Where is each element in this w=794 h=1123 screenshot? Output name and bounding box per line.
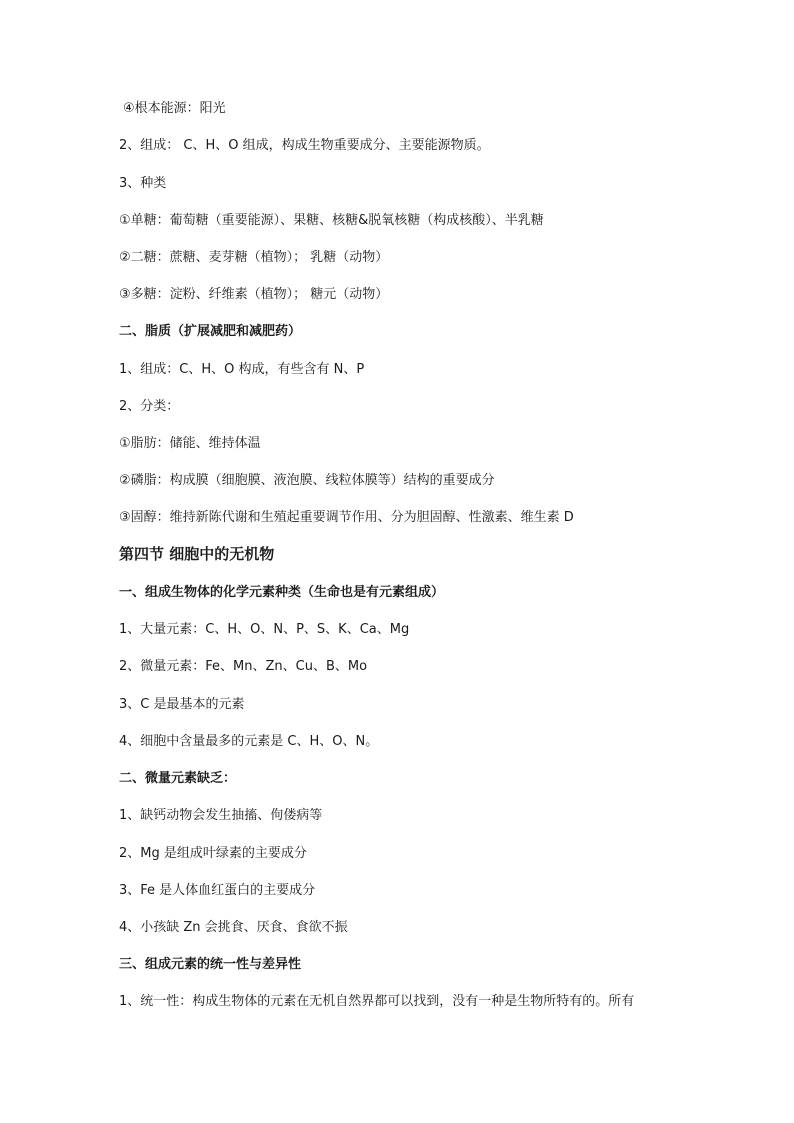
text-line: ③固醇：维持新陈代谢和生殖起重要调节作用、分为胆固醇、性激素、维生素 D bbox=[119, 510, 574, 525]
text-line: ②磷脂：构成膜（细胞膜、液泡膜、线粒体膜等）结构的重要成分 bbox=[119, 473, 495, 488]
text-line: ③多糖：淀粉、纤维素（植物）； 糖元（动物） bbox=[119, 287, 389, 302]
text-line: 2、组成： C、H、O 组成，构成生物重要成分、主要能源物质。 bbox=[119, 138, 490, 153]
heading: 二、脂质（扩展减肥和减肥药） bbox=[119, 324, 302, 339]
text-line: 2、Mg 是组成叶绿素的主要成分 bbox=[119, 846, 307, 861]
text-line: 3、Fe 是人体血红蛋白的主要成分 bbox=[119, 883, 316, 898]
heading: 二、微量元素缺乏： bbox=[119, 771, 237, 786]
text-line: 4、细胞中含量最多的元素是 C、H、O、N。 bbox=[119, 734, 379, 749]
text-line: ④根本能源：阳光 bbox=[123, 101, 226, 116]
text-line: 3、C 是最基本的元素 bbox=[119, 697, 245, 712]
text-line: 1、组成：C、H、O 构成，有些含有 N、P bbox=[119, 362, 365, 377]
text-line: 2、微量元素：Fe、Mn、Zn、Cu、B、Mo bbox=[119, 659, 368, 674]
text-line: 1、统一性：构成生物体的元素在无机自然界都可以找到，没有一种是生物所特有的。所有 bbox=[119, 994, 635, 1009]
heading: 一、组成生物体的化学元素种类（生命也是有元素组成） bbox=[119, 585, 445, 600]
text-line: 2、分类： bbox=[119, 399, 180, 414]
section-title: 第四节 细胞中的无机物 bbox=[119, 545, 275, 563]
text-line: ①脂肪：储能、维持体温 bbox=[119, 436, 261, 451]
text-line: 1、缺钙动物会发生抽搐、佝偻病等 bbox=[119, 808, 323, 823]
text-line: 1、大量元素：C、H、O、N、P、S、K、Ca、Mg bbox=[119, 622, 410, 637]
text-line: ①单糖：葡萄糖（重要能源）、果糖、核糖&脱氧核糖（构成核酸）、半乳糖 bbox=[119, 213, 544, 228]
text-line: 4、小孩缺 Zn 会挑食、厌食、食欲不振 bbox=[119, 920, 348, 935]
heading: 三、组成元素的统一性与差异性 bbox=[119, 957, 302, 972]
text-line: 3、种类 bbox=[119, 176, 167, 191]
text-line: ②二糖：蔗糖、麦芽糖（植物）； 乳糖（动物） bbox=[119, 250, 389, 265]
